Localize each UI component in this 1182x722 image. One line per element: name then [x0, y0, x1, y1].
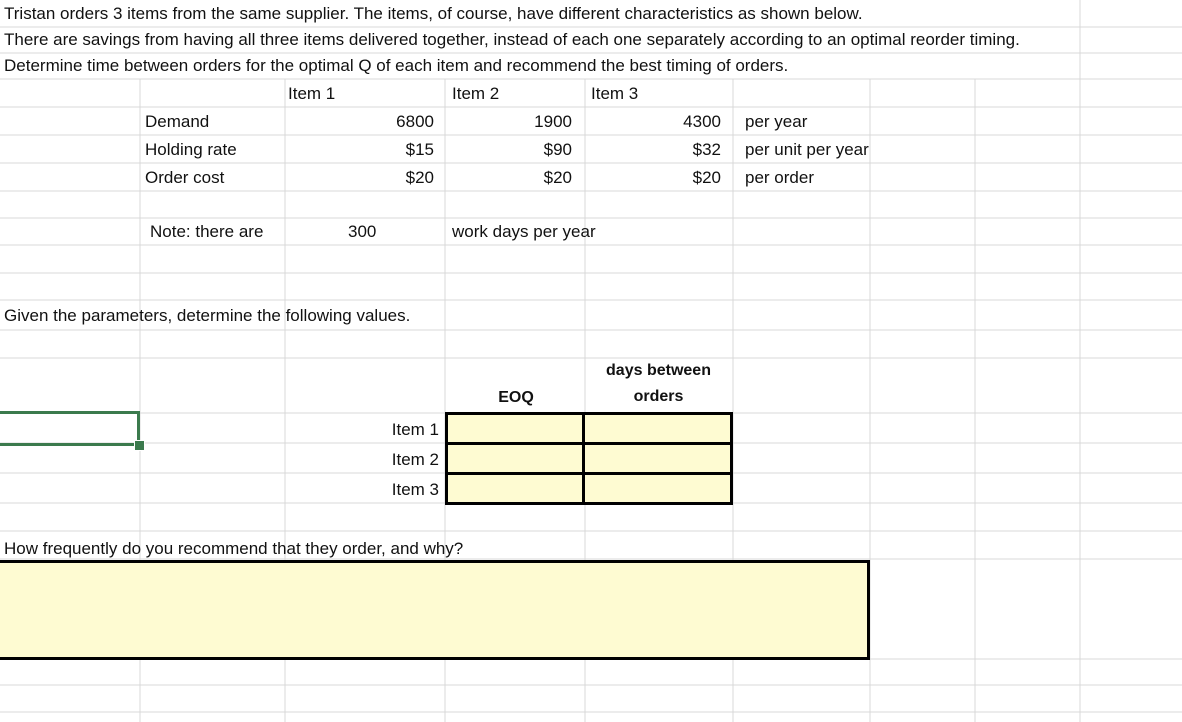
answer-label-item-3: Item 3 — [391, 480, 439, 499]
demand-item-2[interactable]: 1900 — [534, 112, 572, 131]
recommend-answer-box[interactable] — [0, 560, 870, 660]
active-cell-selection[interactable] — [0, 411, 140, 446]
eoq-item-3-input[interactable] — [445, 472, 585, 505]
order-cost-item-1[interactable]: $20 — [405, 168, 434, 187]
eoq-item-2-input[interactable] — [445, 442, 585, 475]
fill-handle[interactable] — [134, 440, 145, 451]
eoq-header: EOQ — [498, 389, 534, 406]
days-between-header-line-1: days between — [606, 362, 711, 379]
order-cost-item-2[interactable]: $20 — [543, 168, 572, 187]
order-cost-item-3[interactable]: $20 — [692, 168, 721, 187]
note-unit: work days per year — [452, 222, 596, 241]
order-cost-unit: per order — [745, 168, 814, 187]
days-item-1-input[interactable] — [582, 412, 733, 445]
demand-unit: per year — [745, 112, 808, 131]
holding-item-1[interactable]: $15 — [405, 140, 434, 159]
row-label-order-cost: Order cost — [145, 168, 225, 187]
problem-line-1: Tristan orders 3 items from the same supplier. The items, of course, have different characteristics as shown below. — [4, 4, 863, 23]
header-item-3: Item 3 — [591, 84, 639, 103]
demand-item-3[interactable]: 4300 — [683, 112, 721, 131]
given-instructions: Given the parameters, determine the following values. — [4, 306, 411, 325]
problem-line-3: Determine time between orders for the optimal Q of each item and recommend the best timing of orders. — [4, 56, 789, 75]
days-item-2-input[interactable] — [582, 442, 733, 475]
answer-label-item-1: Item 1 — [391, 420, 439, 439]
work-days-value[interactable]: 300 — [348, 222, 377, 241]
note-label: Note: there are — [150, 222, 264, 241]
holding-item-2[interactable]: $90 — [543, 140, 572, 159]
row-label-demand: Demand — [145, 112, 210, 131]
eoq-item-1-input[interactable] — [445, 412, 585, 445]
answer-label-item-2: Item 2 — [391, 450, 439, 469]
recommend-question: How frequently do you recommend that they order, and why? — [4, 539, 464, 558]
problem-line-2: There are savings from having all three items delivered together, instead of each one separately according to an optimal reorder timing. — [4, 30, 1020, 49]
demand-item-1[interactable]: 6800 — [396, 112, 434, 131]
holding-item-3[interactable]: $32 — [692, 140, 721, 159]
days-between-header-line-2: orders — [633, 388, 684, 405]
days-item-3-input[interactable] — [582, 472, 733, 505]
holding-unit: per unit per year — [745, 140, 869, 159]
row-label-holding-rate: Holding rate — [145, 140, 237, 159]
header-item-1: Item 1 — [288, 84, 336, 103]
header-item-2: Item 2 — [452, 84, 500, 103]
